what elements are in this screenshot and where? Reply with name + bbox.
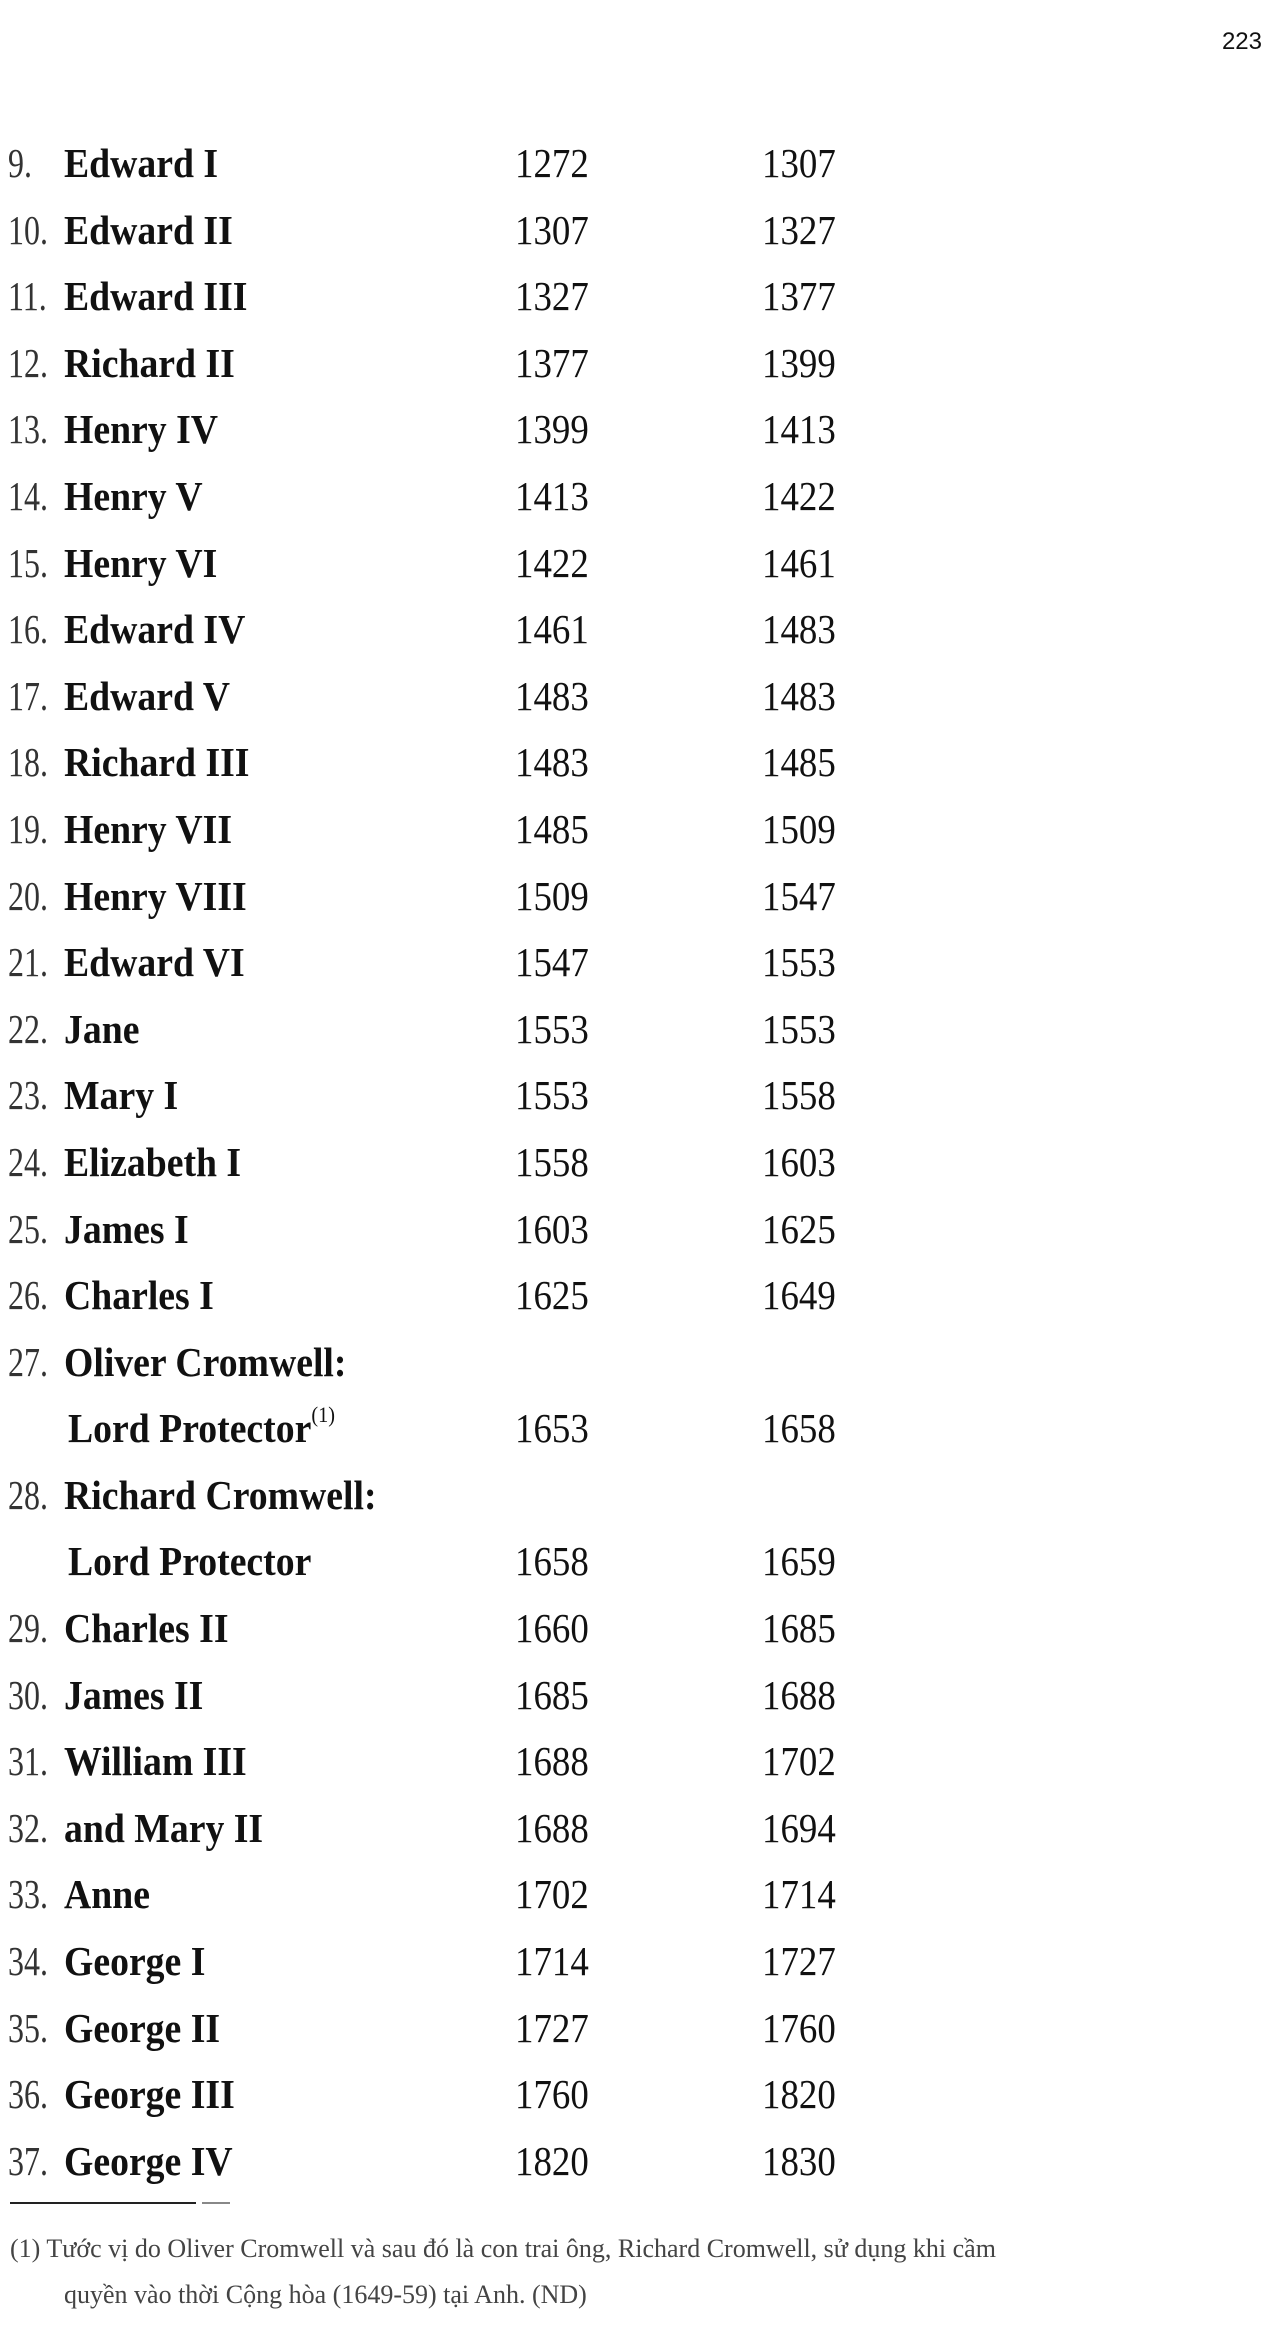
monarch-name-text: Edward IV xyxy=(64,606,246,653)
row-number: 31. xyxy=(8,1738,48,1785)
table-row xyxy=(0,1528,1280,1595)
reign-end: 1377 xyxy=(762,273,836,320)
reign-end: 1399 xyxy=(762,339,836,386)
monarch-name xyxy=(64,130,218,197)
monarch-name-text: Henry VII xyxy=(64,805,233,852)
row-number: 19. xyxy=(8,805,48,852)
row-number: 17. xyxy=(8,672,48,719)
table-row xyxy=(0,1795,1280,1862)
reign-start: 1714 xyxy=(515,1938,589,1985)
monarch-name-text: Henry VIII xyxy=(64,872,247,919)
monarch-name xyxy=(64,1329,346,1396)
monarch-name xyxy=(64,396,218,463)
reign-start: 1509 xyxy=(515,872,589,919)
table-row xyxy=(0,1995,1280,2062)
table-row xyxy=(0,1462,1280,1529)
monarch-name xyxy=(68,1395,335,1462)
row-number: 12. xyxy=(8,339,48,386)
footnote-line-1: (1) Tước vị do Oliver Cromwell và sau đó là con trai ông, Richard Cromwell, sử dụng khi cầm xyxy=(10,2234,996,2263)
reign-end: 1714 xyxy=(762,1871,836,1918)
monarch-name xyxy=(64,729,249,796)
monarch-name xyxy=(64,929,245,996)
reign-end: 1307 xyxy=(762,140,836,186)
monarch-name xyxy=(64,796,232,863)
monarch-name-text: William III xyxy=(64,1738,247,1785)
table-row xyxy=(0,1395,1280,1462)
monarch-name xyxy=(64,996,139,1063)
reign-start: 1688 xyxy=(515,1738,589,1785)
row-number: 15. xyxy=(8,539,48,586)
monarch-name-text: Lord Protector xyxy=(68,1538,312,1585)
reign-end: 1685 xyxy=(762,1605,836,1652)
reign-start: 1307 xyxy=(515,206,589,253)
row-number: 25. xyxy=(8,1205,48,1252)
row-number: 9. xyxy=(8,140,32,186)
table-row xyxy=(0,330,1280,397)
row-number: 34. xyxy=(8,1938,48,1985)
reign-start: 1558 xyxy=(515,1138,589,1185)
reign-start: 1727 xyxy=(515,2004,589,2051)
monarch-name xyxy=(64,1928,205,1995)
row-number: 27. xyxy=(8,1338,48,1385)
monarch-name-text: George II xyxy=(64,2004,221,2051)
table-row xyxy=(0,663,1280,730)
reign-end: 1688 xyxy=(762,1671,836,1718)
monarch-name xyxy=(64,1262,214,1329)
monarch-name-text: Edward VI xyxy=(64,939,245,986)
row-number: 20. xyxy=(8,872,48,919)
monarch-name-text: Elizabeth I xyxy=(64,1138,242,1185)
monarch-name xyxy=(64,596,245,663)
row-number: 10. xyxy=(8,206,48,253)
table-row xyxy=(0,1662,1280,1729)
table-row xyxy=(0,530,1280,597)
table-row xyxy=(0,1928,1280,1995)
reign-start: 1702 xyxy=(515,1871,589,1918)
reign-start: 1625 xyxy=(515,1272,589,1319)
reign-start: 1653 xyxy=(515,1405,589,1452)
monarch-name-text: James I xyxy=(64,1205,189,1252)
monarch-name-text: Lord Protector xyxy=(68,1405,312,1452)
monarch-name xyxy=(64,1995,220,2062)
footnote-marker: (1) xyxy=(311,1402,335,1428)
monarch-name xyxy=(64,1662,203,1729)
row-number: 18. xyxy=(8,739,48,786)
reign-start: 1553 xyxy=(515,1072,589,1119)
reign-start: 1658 xyxy=(515,1538,589,1585)
footnote-rule xyxy=(10,2202,196,2204)
monarch-name-text: Henry VI xyxy=(64,539,218,586)
reign-end: 1603 xyxy=(762,1138,836,1185)
reign-start: 1660 xyxy=(515,1605,589,1652)
reign-end: 1820 xyxy=(762,2071,836,2118)
reign-end: 1547 xyxy=(762,872,836,919)
row-number: 11. xyxy=(8,273,47,320)
reign-start: 1422 xyxy=(515,539,589,586)
monarch-name xyxy=(64,863,247,930)
table-row xyxy=(0,2128,1280,2195)
monarch-name-text: George IV xyxy=(64,2137,233,2184)
reign-start: 1461 xyxy=(515,606,589,653)
reign-start: 1485 xyxy=(515,805,589,852)
reign-end: 1461 xyxy=(762,539,836,586)
reign-end: 1649 xyxy=(762,1272,836,1319)
monarch-name xyxy=(64,663,230,730)
reign-end: 1658 xyxy=(762,1405,836,1452)
table-row xyxy=(0,1129,1280,1196)
row-number: 26. xyxy=(8,1272,48,1319)
reign-end: 1327 xyxy=(762,206,836,253)
reign-start: 1685 xyxy=(515,1671,589,1718)
row-number: 16. xyxy=(8,606,48,653)
monarch-name-text: Richard II xyxy=(64,339,235,386)
table-row xyxy=(0,263,1280,330)
monarch-name xyxy=(64,1728,247,1795)
table-row xyxy=(0,1728,1280,1795)
reign-start: 1820 xyxy=(515,2137,589,2184)
row-number: 14. xyxy=(8,472,48,519)
reign-start: 1377 xyxy=(515,339,589,386)
reign-end: 1413 xyxy=(762,406,836,453)
monarch-name xyxy=(64,1861,150,1928)
reign-end: 1625 xyxy=(762,1205,836,1252)
monarch-name xyxy=(64,263,247,330)
reign-end: 1727 xyxy=(762,1938,836,1985)
reign-end: 1422 xyxy=(762,472,836,519)
table-row xyxy=(0,729,1280,796)
row-number: 32. xyxy=(8,1804,48,1851)
table-row xyxy=(0,1262,1280,1329)
row-number: 30. xyxy=(8,1671,48,1718)
table-row xyxy=(0,1861,1280,1928)
reign-start: 1688 xyxy=(515,1804,589,1851)
table-row xyxy=(0,1062,1280,1129)
page-number: 223 xyxy=(1221,28,1262,55)
reign-start: 1483 xyxy=(515,672,589,719)
reign-end: 1509 xyxy=(762,805,836,852)
reign-start: 1547 xyxy=(515,939,589,986)
monarch-name-text: Charles II xyxy=(64,1605,229,1652)
reign-start: 1399 xyxy=(515,406,589,453)
reign-start: 1483 xyxy=(515,739,589,786)
table-row xyxy=(0,2061,1280,2128)
table-row xyxy=(0,463,1280,530)
monarch-name-text: Richard III xyxy=(64,739,250,786)
reign-end: 1694 xyxy=(762,1804,836,1851)
reign-end: 1558 xyxy=(762,1072,836,1119)
table-row xyxy=(0,1196,1280,1263)
reign-start: 1553 xyxy=(515,1005,589,1052)
table-row xyxy=(0,130,1280,197)
monarch-name xyxy=(64,530,217,597)
table-row xyxy=(0,996,1280,1063)
monarch-name xyxy=(64,197,233,264)
monarch-table xyxy=(0,130,1280,2194)
table-row xyxy=(0,197,1280,264)
row-number: 21. xyxy=(8,939,48,986)
monarch-name-text: Richard Cromwell: xyxy=(64,1471,377,1518)
monarch-name xyxy=(64,330,235,397)
reign-end: 1702 xyxy=(762,1738,836,1785)
table-row xyxy=(0,863,1280,930)
reign-end: 1483 xyxy=(762,672,836,719)
row-number: 36. xyxy=(8,2071,48,2118)
row-number: 37. xyxy=(8,2137,48,2184)
reign-end: 1485 xyxy=(762,739,836,786)
reign-end: 1830 xyxy=(762,2137,836,2184)
row-number: 23. xyxy=(8,1072,48,1119)
monarch-name xyxy=(64,1196,189,1263)
monarch-name-text: and Mary II xyxy=(64,1804,264,1851)
monarch-name-text: Henry IV xyxy=(64,406,219,453)
table-row xyxy=(0,929,1280,996)
reign-start: 1413 xyxy=(515,472,589,519)
monarch-name-text: Edward III xyxy=(64,273,248,320)
monarch-name-text: Charles I xyxy=(64,1272,214,1319)
table-row xyxy=(0,1595,1280,1662)
monarch-name xyxy=(64,1795,263,1862)
monarch-name xyxy=(68,1528,311,1595)
monarch-name-text: Oliver Cromwell: xyxy=(64,1338,347,1385)
reign-end: 1553 xyxy=(762,1005,836,1052)
footnote-line-2: quyền vào thời Cộng hòa (1649-59) tại Anh. (ND) xyxy=(64,2280,587,2309)
monarch-name-text: Edward II xyxy=(64,206,233,253)
monarch-name xyxy=(64,2061,235,2128)
row-number: 24. xyxy=(8,1138,48,1185)
reign-end: 1553 xyxy=(762,939,836,986)
table-row xyxy=(0,596,1280,663)
monarch-name xyxy=(64,463,203,530)
monarch-name-text: Jane xyxy=(64,1005,140,1052)
monarch-name-text: Edward V xyxy=(64,672,230,719)
table-row xyxy=(0,396,1280,463)
reign-end: 1760 xyxy=(762,2004,836,2051)
monarch-name-text: George I xyxy=(64,1938,206,1985)
footnote xyxy=(10,2226,1240,2318)
row-number: 22. xyxy=(8,1005,48,1052)
reign-start: 1760 xyxy=(515,2071,589,2118)
reign-start: 1603 xyxy=(515,1205,589,1252)
monarch-name-text: James II xyxy=(64,1671,204,1718)
monarch-name-text: George III xyxy=(64,2071,235,2118)
row-number: 35. xyxy=(8,2004,48,2051)
row-number: 33. xyxy=(8,1871,48,1918)
reign-start: 1327 xyxy=(515,273,589,320)
row-number: 28. xyxy=(8,1471,48,1518)
row-number: 29. xyxy=(8,1605,48,1652)
row-number: 13. xyxy=(8,406,48,453)
footnote-rule-tail xyxy=(202,2202,230,2204)
monarch-name xyxy=(64,1462,377,1529)
table-row xyxy=(0,1329,1280,1396)
reign-start: 1272 xyxy=(515,140,589,186)
monarch-name-text: Anne xyxy=(64,1871,150,1918)
monarch-name xyxy=(64,1595,229,1662)
monarch-name xyxy=(64,1062,178,1129)
monarch-name-text: Henry V xyxy=(64,472,203,519)
monarch-name-text: Edward I xyxy=(64,140,219,186)
reign-end: 1483 xyxy=(762,606,836,653)
reign-end: 1659 xyxy=(762,1538,836,1585)
monarch-name xyxy=(64,1129,241,1196)
table-row xyxy=(0,796,1280,863)
monarch-name xyxy=(64,2128,233,2195)
monarch-name-text: Mary I xyxy=(64,1072,179,1119)
